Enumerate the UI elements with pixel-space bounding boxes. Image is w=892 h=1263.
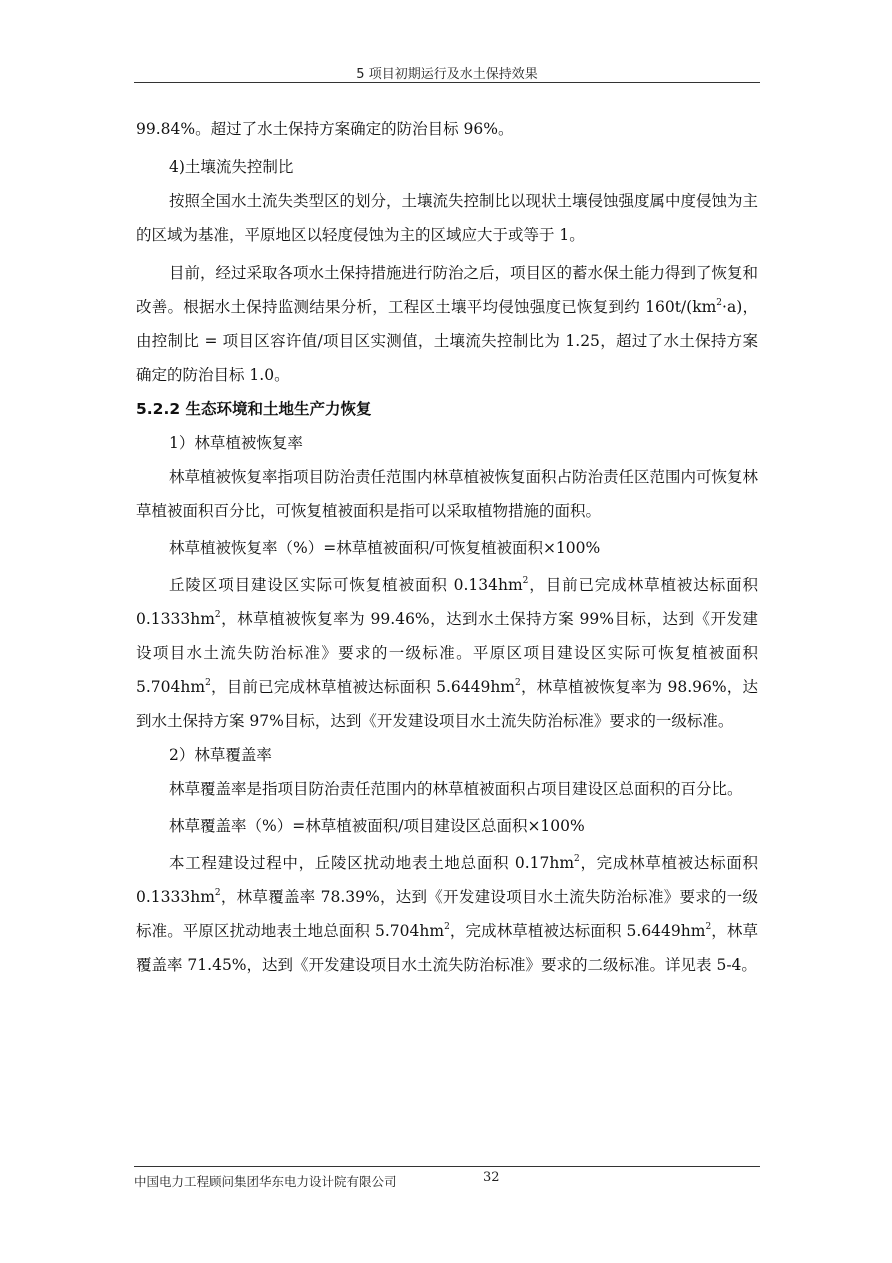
subheading-vegetation-coverage: 2）林草覆盖率 <box>169 746 272 764</box>
paragraph-coverage-definition: 林草覆盖率是指项目防治责任范围内的林草植被面积占项目建设区总面积的百分比。 <box>169 780 743 798</box>
subheading-erosion-control: 4)土壤流失控制比 <box>169 158 294 176</box>
paragraph-erosion-result: 目前，经过采取各项水土保持措施进行防治之后，项目区的蓄水保土能力得到了恢复和改善。根据水土保持监测结果分析，工程区土壤平均侵蚀强度已恢复到约 $160t/(km^2\cdot a)$，由控制比 = 项目区容许值/项目区实测值，土壤流失控制比为 1.25，超过了水土保持方案确定的防治目标 1.0。 <box>136 264 759 384</box>
paragraph-recovery-result: 丘陵区项目建设区实际可恢复植被面积 $0.134hm^2$，目前已完成林草植被达标面积 $0.1333hm^2$，林草植被恢复率为 99.46%，达到水土保持方案 99%目标，达到《开发建设项目水土流失防治标准》要求的一级标准。平原区项目建设区实际可恢复植被面积 $5.704hm^2$，目前已完成林草植被达标面积 $5.6449hm^2$，林草植被恢复率为 98.96%，达到水土保持方案 97%目标，达到《开发建设项目水土流失防治标准》要求的一级标准。 <box>136 576 759 730</box>
page-header-title: 5 项目初期运行及水土保持效果 <box>356 67 538 82</box>
paragraph-recovery-definition: 林草植被恢复率指项目防治责任范围内林草植被恢复面积占防治责任区范围内可恢复林草植被面积百分比，可恢复植被面积是指可以采取植物措施的面积。 <box>136 468 759 520</box>
formula-recovery-rate: 林草植被恢复率（%）=林草植被面积/可恢复植被面积×100% <box>169 539 601 557</box>
page-number: 32 <box>483 1170 500 1185</box>
paragraph-coverage-result: 本工程建设过程中，丘陵区扰动地表土地总面积 $0.17hm^2$，完成林草植被达标面积 $0.1333hm^2$，林草覆盖率 78.39%，达到《开发建设项目水土流失防治标准》要求的一级标准。平原区扰动地表土地总面积 $5.704hm^2$，完成林草植被达标面积 $5.6449hm^2$，林草覆盖率 71.45%，达到《开发建设项目水土流失防治标准》要求的二级标准。详见表 5-4。 <box>136 854 758 974</box>
section-heading-5-2-2: 5.2.2 生态环境和土地生产力恢复 <box>136 400 372 418</box>
footer-rule <box>134 1166 760 1167</box>
footer-organization: 中国电力工程顾问集团华东电力设计院有限公司 <box>134 1174 397 1189</box>
header-rule <box>134 82 760 83</box>
formula-coverage-rate: 林草覆盖率（%）=林草植被面积/项目建设区总面积×100% <box>169 817 585 835</box>
document-body <box>136 112 758 982</box>
paragraph-erosion-standard: 按照全国水土流失类型区的划分，土壤流失控制比以现状土壤侵蚀强度属中度侵蚀为主的区域为基准，平原地区以轻度侵蚀为主的区域应大于或等于 1。 <box>136 192 759 244</box>
paragraph-continuation: 99.84%。超过了水土保持方案确定的防治目标 96%。 <box>136 120 514 138</box>
subheading-vegetation-recovery: 1）林草植被恢复率 <box>169 434 303 452</box>
